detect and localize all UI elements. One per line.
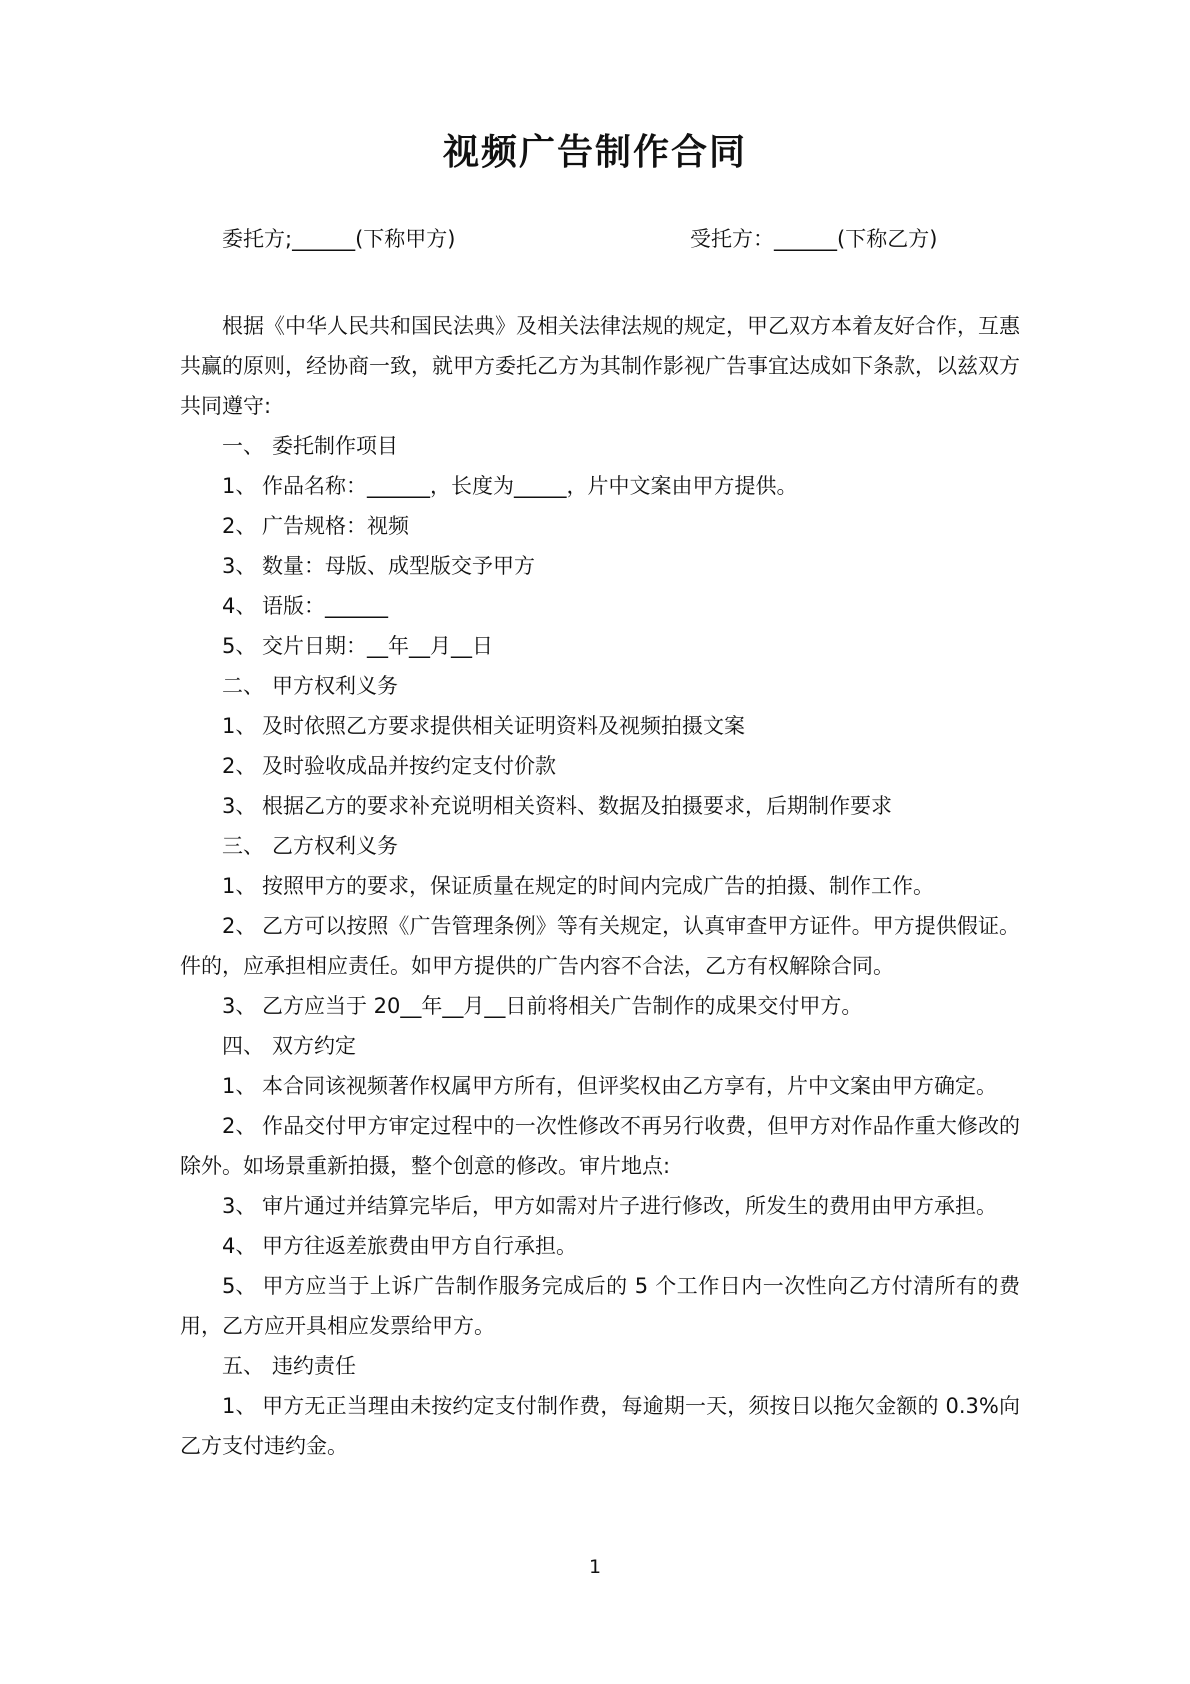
clause-number: 2、 xyxy=(222,914,257,938)
clause-text: 甲方往返差旅费由甲方自行承担。 xyxy=(262,1234,577,1258)
clause xyxy=(180,906,1020,986)
clause-text: 甲方应当于上诉广告制作服务完成后的 5 个工作日内一次性向乙方付清所有的费用，乙方应开具相应发票给甲方。 xyxy=(180,1274,1020,1338)
clause-text: 按照甲方的要求，保证质量在规定的时间内完成广告的拍摄、制作工作。 xyxy=(262,874,934,898)
clause-text: 甲方无正当理由未按约定支付制作费，每逾期一天，须按日以拖欠金额的 0.3%向乙方支付违约金。 xyxy=(180,1394,1020,1458)
clause-text: 审片通过并结算完毕后，甲方如需对片子进行修改，所发生的费用由甲方承担。 xyxy=(262,1194,997,1218)
section-heading xyxy=(180,666,1020,706)
clause-text: 本合同该视频著作权属甲方所有，但评奖权由乙方享有，片中文案由甲方确定。 xyxy=(262,1074,997,1098)
section-heading xyxy=(180,426,1020,466)
section-heading xyxy=(180,1026,1020,1066)
client-party: 委托方;______(下称甲方) xyxy=(222,227,456,251)
clause-number: 5、 xyxy=(222,1274,257,1298)
clause-text: 语版：______ xyxy=(262,594,388,618)
clause-number: 5、 xyxy=(222,634,257,658)
clause-number: 2、 xyxy=(222,754,257,778)
contract-title: 视频广告制作合同 xyxy=(442,132,747,173)
clause xyxy=(180,706,1020,746)
clause-number: 1、 xyxy=(222,1074,257,1098)
clause-number: 1、 xyxy=(222,474,257,498)
clause-text: 作品名称：______，长度为_____，片中文案由甲方提供。 xyxy=(262,474,798,498)
section-title: 双方约定 xyxy=(272,1034,356,1058)
clause xyxy=(180,1266,1020,1346)
clause xyxy=(180,1226,1020,1266)
clause xyxy=(180,1186,1020,1226)
clause xyxy=(180,626,1020,666)
section-title: 委托制作项目 xyxy=(272,434,398,458)
section-number: 一、 xyxy=(222,434,264,458)
preamble-paragraph: 根据《中华人民共和国民法典》及相关法律法规的规定，甲乙双方本着友好合作，互惠共赢的原则，经协商一致，就甲方委托乙方为其制作影视广告事宜达成如下条款，以兹双方共同遵守: xyxy=(180,314,1020,418)
contractor-party: 受托方：______(下称乙方) xyxy=(690,227,938,251)
clause xyxy=(180,586,1020,626)
clause-number: 3、 xyxy=(222,554,257,578)
clause-text: 交片日期：__年__月__日 xyxy=(262,634,493,658)
clause xyxy=(180,466,1020,506)
clause-text: 乙方可以按照《广告管理条例》等有关规定，认真审查甲方证件。甲方提供假证。件的，应承担相应责任。如甲方提供的广告内容不合法，乙方有权解除合同。 xyxy=(180,914,1020,978)
clause-number: 1、 xyxy=(222,714,257,738)
section-title: 违约责任 xyxy=(272,1354,356,1378)
clause-number: 2、 xyxy=(222,514,257,538)
clause-text: 及时验收成品并按约定支付价款 xyxy=(262,754,556,778)
clause xyxy=(180,986,1020,1026)
clause-number: 4、 xyxy=(222,1234,257,1258)
section-number: 三、 xyxy=(222,834,264,858)
clause-number: 2、 xyxy=(222,1114,257,1138)
section-title: 乙方权利义务 xyxy=(272,834,398,858)
clause xyxy=(180,1386,1020,1466)
clause-text: 根据乙方的要求补充说明相关资料、数据及拍摄要求，后期制作要求 xyxy=(262,794,892,818)
clause xyxy=(180,1066,1020,1106)
page-number: 1 xyxy=(588,1556,602,1578)
clause-text: 数量：母版、成型版交予甲方 xyxy=(262,554,535,578)
clause-text: 乙方应当于 20__年__月__日前将相关广告制作的成果交付甲方。 xyxy=(262,994,863,1018)
clause xyxy=(180,866,1020,906)
clause xyxy=(180,786,1020,826)
clause xyxy=(180,546,1020,586)
clause-text: 广告规格：视频 xyxy=(262,514,409,538)
clause xyxy=(180,506,1020,546)
clause-number: 3、 xyxy=(222,994,257,1018)
clause-number: 1、 xyxy=(222,1394,257,1418)
section-heading xyxy=(180,1346,1020,1386)
clause-number: 4、 xyxy=(222,594,257,618)
clause-number: 1、 xyxy=(222,874,257,898)
contract-body xyxy=(180,306,1020,1466)
section-heading xyxy=(180,826,1020,866)
clause-text: 作品交付甲方审定过程中的一次性修改不再另行收费，但甲方对作品作重大修改的除外。如场景重新拍摄，整个创意的修改。审片地点: xyxy=(180,1114,1020,1178)
clause-text: 及时依照乙方要求提供相关证明资料及视频拍摄文案 xyxy=(262,714,745,738)
section-number: 四、 xyxy=(222,1034,264,1058)
section-number: 二、 xyxy=(222,674,264,698)
clause xyxy=(180,746,1020,786)
clause-number: 3、 xyxy=(222,1194,257,1218)
section-number: 五、 xyxy=(222,1354,264,1378)
clause-number: 3、 xyxy=(222,794,257,818)
section-title: 甲方权利义务 xyxy=(272,674,398,698)
clause xyxy=(180,1106,1020,1186)
